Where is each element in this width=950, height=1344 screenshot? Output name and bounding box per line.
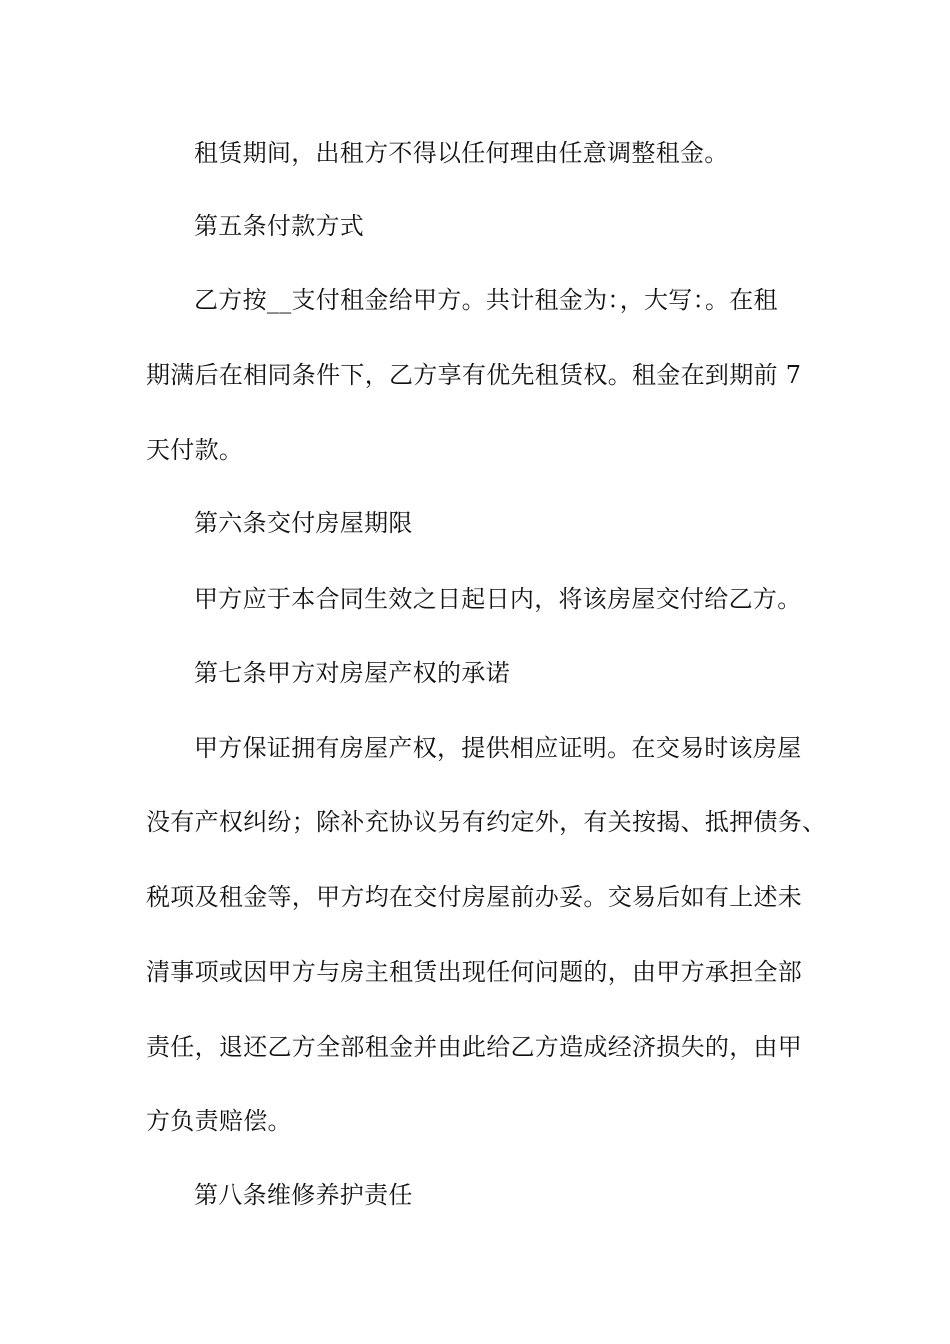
paragraph-line: 天付款。 xyxy=(146,436,244,464)
paragraph-line: 租赁期间，出租方不得以任何理由任意调整租金。 xyxy=(194,139,729,167)
paragraph-line: 清事项或因甲方与房主租赁出现任何问题的，由甲方承担全部 xyxy=(146,958,803,986)
paragraph-line: 没有产权纠纷；除补充协议另有约定外，有关按揭、抵押债务、 xyxy=(146,808,827,836)
paragraph-line: 方负责赔偿。 xyxy=(146,1107,292,1135)
paragraph-line: 乙方按__支付租金给甲方。共计租金为：，大写：。在租 xyxy=(194,286,778,314)
section-heading: 第六条交付房屋期限 xyxy=(194,509,413,537)
paragraph-line: 责任，退还乙方全部租金并由此给乙方造成经济损失的，由甲 xyxy=(146,1033,803,1061)
paragraph-line: 税项及租金等，甲方均在交付房屋前办妥。交易后如有上述未 xyxy=(146,883,803,911)
section-heading: 第八条维修养护责任 xyxy=(194,1181,413,1209)
paragraph-line: 期满后在相同条件下，乙方享有优先租赁权。租金在到期前 7 xyxy=(146,361,802,389)
section-heading: 第五条付款方式 xyxy=(194,212,365,240)
section-heading: 第七条甲方对房屋产权的承诺 xyxy=(194,659,510,687)
paragraph-line: 甲方保证拥有房屋产权，提供相应证明。在交易时该房屋 xyxy=(194,734,802,762)
paragraph-line: 甲方应于本合同生效之日起日内，将该房屋交付给乙方。 xyxy=(194,585,802,613)
